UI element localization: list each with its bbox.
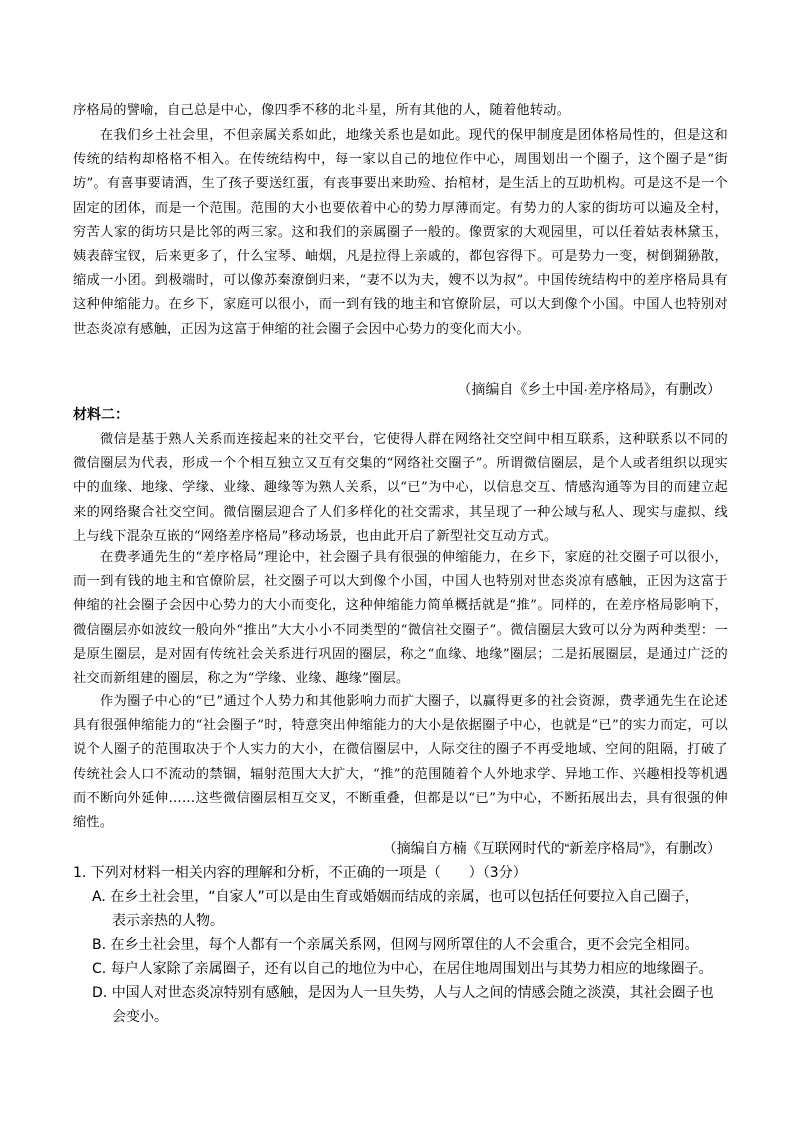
option-a-text-line1: 在乡土社会里，“自家人”可以是由生育或婚姻而结成的亲属，也可以包括任何要拉入自己圈子， <box>110 889 699 905</box>
option-c-text: 每户人家除了亲属圈子，还有以自己的地位为中心，在居住地周围划出与其势力相应的地缘圈子。 <box>110 961 713 977</box>
option-b <box>92 933 732 957</box>
material2-source: （摘编自方楠《互联网时代的“新差序格局”》，有删改） <box>382 840 721 856</box>
question-1-stem: 1. 下列对材料一相关内容的理解和分析，不正确的一项是（ ）（3分） <box>73 865 527 881</box>
option-c <box>92 957 732 981</box>
option-d-letter: D. <box>92 985 108 1001</box>
option-c-letter: C. <box>92 961 107 977</box>
material2-heading: 材料二： <box>73 407 129 423</box>
material1-source: （摘编自《乡土中国·差序格局》，有删改） <box>457 381 721 397</box>
option-a-letter: A. <box>92 889 106 905</box>
material2-paragraph-2: 在费孝通先生的“差序格局”理论中，社会圈子具有很强的伸缩能力，在乡下，家庭的社交圈子可以很小，而一到有钱的地主和官僚阶层，社交圈子可以大到像个小国，中国人也特别对世态炎凉有感触，正因为这富于伸缩的社会圈子会因中心势力的大小而变化，这种伸缩能力简单概括就是“推”。同样的，在差序格局影响下，微信圈层亦如波纹一般向外“推出”大大小小不同类型的“微信社交圈子”。微信圈层大致可以分为两种类型：一是原生圈层，是对固有传统社会关系进行巩固的圈层，称之“血缘、地缘”圈层；二是拓展圈层，是通过广泛的社交而新组建的圈层，称之为“学缘、业缘、趣缘”圈层。 <box>73 550 728 687</box>
option-d-text-line2: 会变小。 <box>112 1009 168 1025</box>
option-a <box>92 885 732 933</box>
option-a-text-line2: 表示亲热的人物。 <box>112 913 224 929</box>
option-d-text-line1: 中国人对世态炎凉特别有感触，是因为人一旦失势，人与人之间的情感会随之淡漠，其社会圈子也 <box>111 985 714 1001</box>
material1-paragraph-2: 在我们乡土社会里，不但亲属关系如此，地缘关系也是如此。现代的保甲制度是团体格局性的，但是这和传统的结构却格格不相入。在传统结构中，每一家以自己的地位作中心，周围划出一个圈子，这个圈子是“街坊”。有喜事要请酒，生了孩子要送红蛋，有丧事要出来助殓、抬棺材，是生活上的互助机构。可是这不是一个固定的团体，而是一个范围。范围的大小也要依着中心的势力厚薄而定。有势力的人家的街坊可以遍及全村，穷苦人家的街坊只是比邻的两三家。这和我们的亲属圈子一般的。像贾家的大观园里，可以任着姑表林黛玉，姨表薛宝钗，后来更多了，什么宝琴、岫烟，凡是拉得上亲戚的，都包容得下。可是势力一变，树倒猢狲散，缩成一小团。到极端时，可以像苏秦潦倒归来，“妻不以为夫，嫂不以为叔”。中国传统结构中的差序格局具有这种伸缩能力。在乡下，家庭可以很小，而一到有钱的地主和官僚阶层，可以大到像个小国。中国人也特别对世态炎凉有感触，正因为这富于伸缩的社会圈子会因中心势力的变化而大小。 <box>73 128 728 337</box>
material1-paragraph-1: 序格局的譬喻，自己总是中心，像四季不移的北斗星，所有其他的人，随着他转动。 <box>73 103 571 118</box>
option-d <box>92 981 732 1029</box>
option-b-text: 在乡土社会里，每个人都有一个亲属关系网，但网与网所罩住的人不会重合，更不会完全相同。 <box>110 937 699 953</box>
option-b-letter: B. <box>92 937 107 953</box>
material2-paragraph-1: 微信是基于熟人关系而连接起来的社交平台，它使得人群在网络社交空间中相互联系，这种联系以不同的微信圈层为代表，形成一个个相互独立又互有交集的“网络社交圈子”。所谓微信圈层，是个人或者组织以现实中的血缘、地缘、学缘、业缘、趣缘等为熟人关系，以“已”为中心，以信息交互、情感沟通等为目的而建立起来的网络聚合社交空间。微信圈层迎合了人们多样化的社交需求，其呈现了一种公域与私人、现实与虚拟、线上与线下混杂互嵌的“网络差序格局”移动场景，也由此开启了新型社交互动方式。 <box>73 432 728 544</box>
material2-paragraph-3: 作为圈子中心的“已”通过个人势力和其他影响力而扩大圈子，以赢得更多的社会资源，费孝通先生在论述具有很强伸缩能力的“社会圈子”时，特意突出伸缩能力的大小是依据圈子中心，也就是“已”的实力而定，可以说个人圈子的范围取决于个人实力的大小，在微信圈层中，人际交往的圈子不再受地域、空间的阻隔，打破了传统社会人口不流动的禁锢，辐射范围大大扩大，“推”的范围随着个人外地求学、异地工作、兴趣相投等机遇而不断向外延伸……这些微信圈层相互交叉，不断重叠，但都是以“已”为中心，不断拓展出去，具有很强的伸缩性。 <box>73 694 728 831</box>
